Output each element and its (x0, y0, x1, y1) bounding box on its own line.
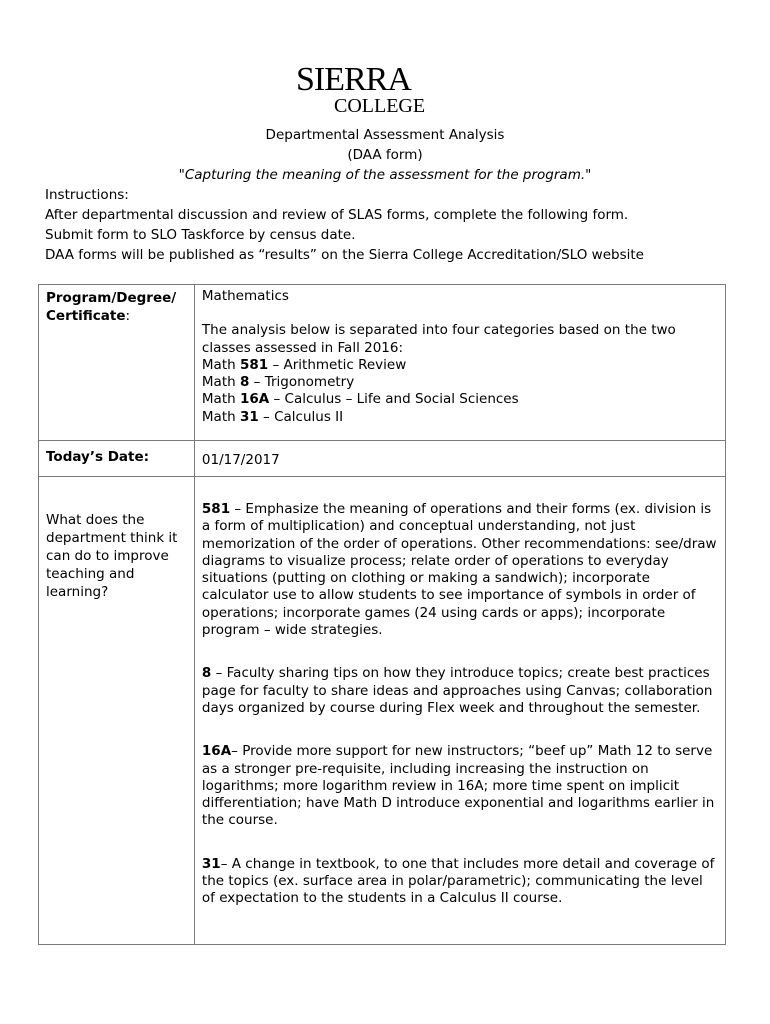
improve-item-8: 8 – Faculty sharing tips on how they introduce topics; create best practices page for faculty to share ideas and approaches using Canvas; collaboration days organized by course during Flex week and throughout the semester. (201, 665, 713, 716)
document-title: Departmental Assessment Analysis (265, 127, 505, 143)
program-label: Program/Degree/ Certificate (46, 290, 177, 324)
instruction-line-2: Submit form to SLO Taskforce by census date. (45, 227, 356, 243)
instructions-label: Instructions: (45, 187, 129, 203)
program-label-colon: : (125, 308, 131, 324)
improve-label-cell (39, 477, 195, 945)
logo-college-text: COLLEGE (334, 95, 426, 115)
improve-item-581: 581 – Emphasize the meaning of operations and their forms (ex. division is a form of multiplication) and conceptual understanding, not just memorization of the order of operations. Other recommendations: see/draw diagrams to visualize process; relate order of operations to everyday situations (putting on clothing or making a sandwich); incorporate calculator use to allow students to see importance of symbols in order of operations; incorporate games (24 using cards or apps); incorporate program – wide strategies. (201, 501, 717, 639)
course-item: Math 581 – Arithmetic Review (201, 356, 407, 373)
date-label: Today’s Date: (46, 449, 150, 465)
document-tagline: "Capturing the meaning of the assessment for the program." (178, 167, 592, 183)
instruction-line-1: After departmental discussion and review of SLAS forms, complete the following form. (45, 207, 629, 223)
improve-row (39, 477, 726, 945)
improve-question: What does the department think it can do to improve teaching and learning? (46, 512, 178, 600)
program-name: Mathematics (201, 288, 289, 304)
document-subtitle: (DAA form) (347, 147, 423, 163)
program-row (39, 285, 726, 441)
improve-value-cell (194, 477, 725, 945)
date-value: 01/17/2017 (201, 452, 280, 468)
instruction-line-3: DAA forms will be published as “results” on the Sierra College Accreditation/SLO website (45, 247, 644, 263)
program-intro: The analysis below is separated into four categories based on the two classes assessed in Fall 2016: (201, 322, 676, 356)
sierra-college-logo (296, 63, 456, 115)
improve-item-16a: 16A– Provide more support for new instructors; “beef up” Math 12 to serve as a stronger pre-requisite, including increasing the instruction on logarithms; more logarithm review in 16A; more time spent on implicit differentiation; have Math D introduce exponential and logarithms earlier in the course. (201, 743, 715, 829)
program-value-cell (194, 285, 725, 441)
improve-item-31: 31– A change in textbook, to one that includes more detail and coverage of the topics (ex. surface area in polar/parametric); communicating the level of expectation to the students in a Calculus II course. (201, 855, 715, 907)
course-item: Math 31 – Calculus II (201, 408, 344, 425)
sierra-college-logo-graphic (296, 63, 456, 115)
date-value-cell (194, 441, 725, 477)
course-item: Math 8 – Trigonometry (201, 374, 355, 391)
logo-sierra-text: SIERRA (296, 63, 411, 98)
course-item: Math 16A – Calculus – Life and Social Sciences (201, 391, 519, 408)
program-label-cell (39, 285, 195, 441)
date-row (39, 441, 726, 477)
date-label-cell (39, 441, 195, 477)
daa-form-table (38, 284, 726, 945)
